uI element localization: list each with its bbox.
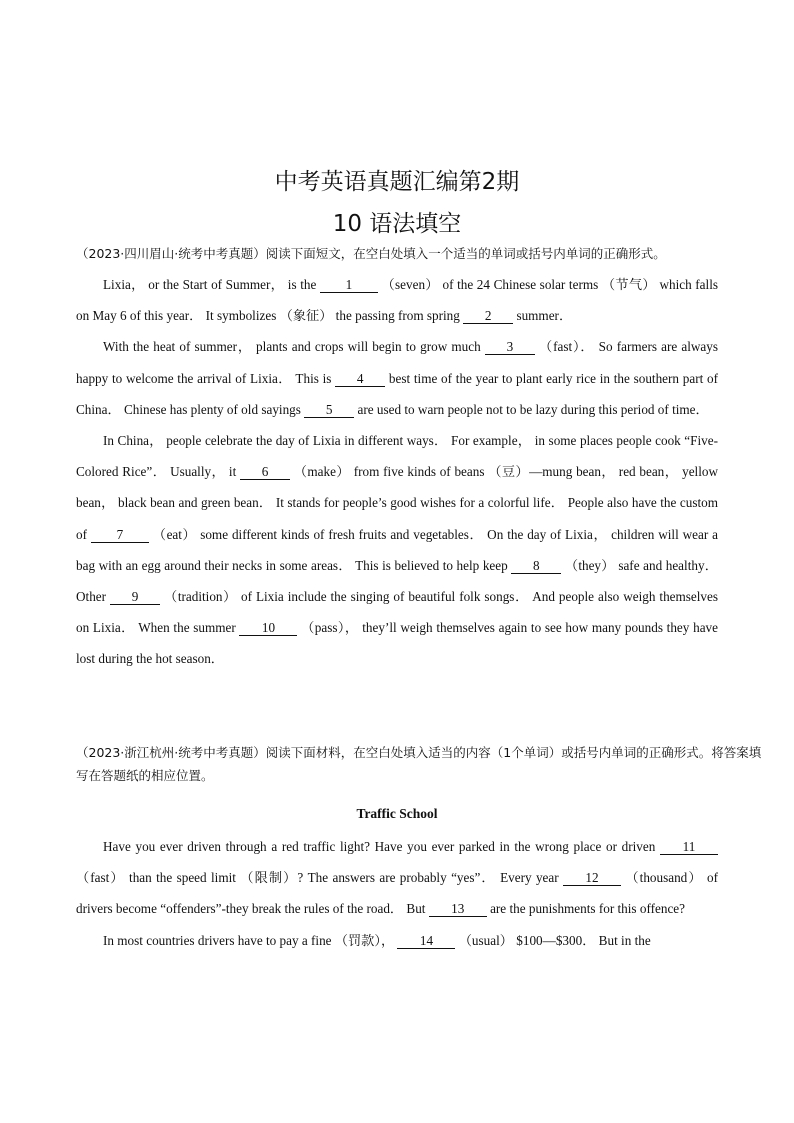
answer-blank[interactable]: 8 [511,559,561,574]
answer-blank[interactable]: 5 [304,403,354,418]
answer-blank[interactable]: 6 [240,465,290,480]
answer-blank[interactable]: 11 [660,840,718,855]
paragraph: In China， people celebrate the day of Lixia in different ways． For example， in some places people cook “Five-Colored Rice”． Usually， it 6 （make） from five kinds of beans （豆）—mung bean， red bean， yellow bean， black bean and green bean． It stands for people’s good wishes for a colorful life． People also have the custom of 7 （eat） some different kinds of fresh fruits and vegetables． On the day of Lixia， children will wear a bag with an egg around their necks in some areas． This is believed to help keep 8 （they） safe and healthy． Other 9 （tradition） of Lixia include the singing of beautiful folk songs． And people also weigh themselves on Lixia． When the summer 10 （pass）， they’ll weigh themselves again to see how many pounds they have lost during the hot season． [76,433,718,667]
answer-blank[interactable]: 9 [110,590,160,605]
answer-blank[interactable]: 12 [563,871,621,886]
answer-blank[interactable]: 2 [463,309,513,324]
paragraph: With the heat of summer， plants and crops will begin to grow much 3 （fast）． So farmers are always happy to welcome the arrival of Lixia． This is 4 best time of the year to plant early rice in the southern part of China． Chinese has plenty of old sayings 5 are used to warn people not to be lazy during this period of time． [76,339,718,417]
answer-blank[interactable]: 7 [91,528,149,543]
paragraph: In most countries drivers have to pay a fine （罚款）， 14 （usual） $100—$300． But in the [103,932,651,948]
section2-passage [76,831,718,956]
paragraph: Have you ever driven through a red traffic light? Have you ever parked in the wrong place or driven 11 （fast） than the speed limit （限制）? The answers are probably “yes”． Every year 12 （thousand） of drivers become “offenders”-they break the rules of the road． But 13 are the punishments for this offence? [76,839,718,917]
answer-blank[interactable]: 10 [239,621,297,636]
section1-source: （2023·四川眉山·统考中考真题）阅读下面短文，在空白处填入一个适当的单词或括号内单词的正确形式。 [76,246,666,261]
page-subtitle: 10 语法填空 [332,211,462,237]
answer-blank[interactable]: 1 [320,278,378,293]
answer-blank[interactable]: 13 [429,902,487,917]
page-title: 中考英语真题汇编第2期 [274,169,520,195]
answer-blank[interactable]: 4 [335,372,385,387]
answer-blank[interactable]: 3 [485,340,535,355]
section1-passage [76,269,718,675]
answer-blank[interactable]: 14 [397,934,455,949]
section2-heading: Traffic School [356,806,438,821]
paragraph: Lixia， or the Start of Summer， is the 1 （seven） of the 24 Chinese solar terms （节气） which falls on May 6 of this year． It symbolizes （象征） the passing from spring 2 summer． [76,277,718,324]
section2-source: （2023·浙江杭州·统考中考真题）阅读下面材料，在空白处填入适当的内容（1个单词）或括号内单词的正确形式。将答案填写在答题纸的相应位置。 [76,745,762,783]
